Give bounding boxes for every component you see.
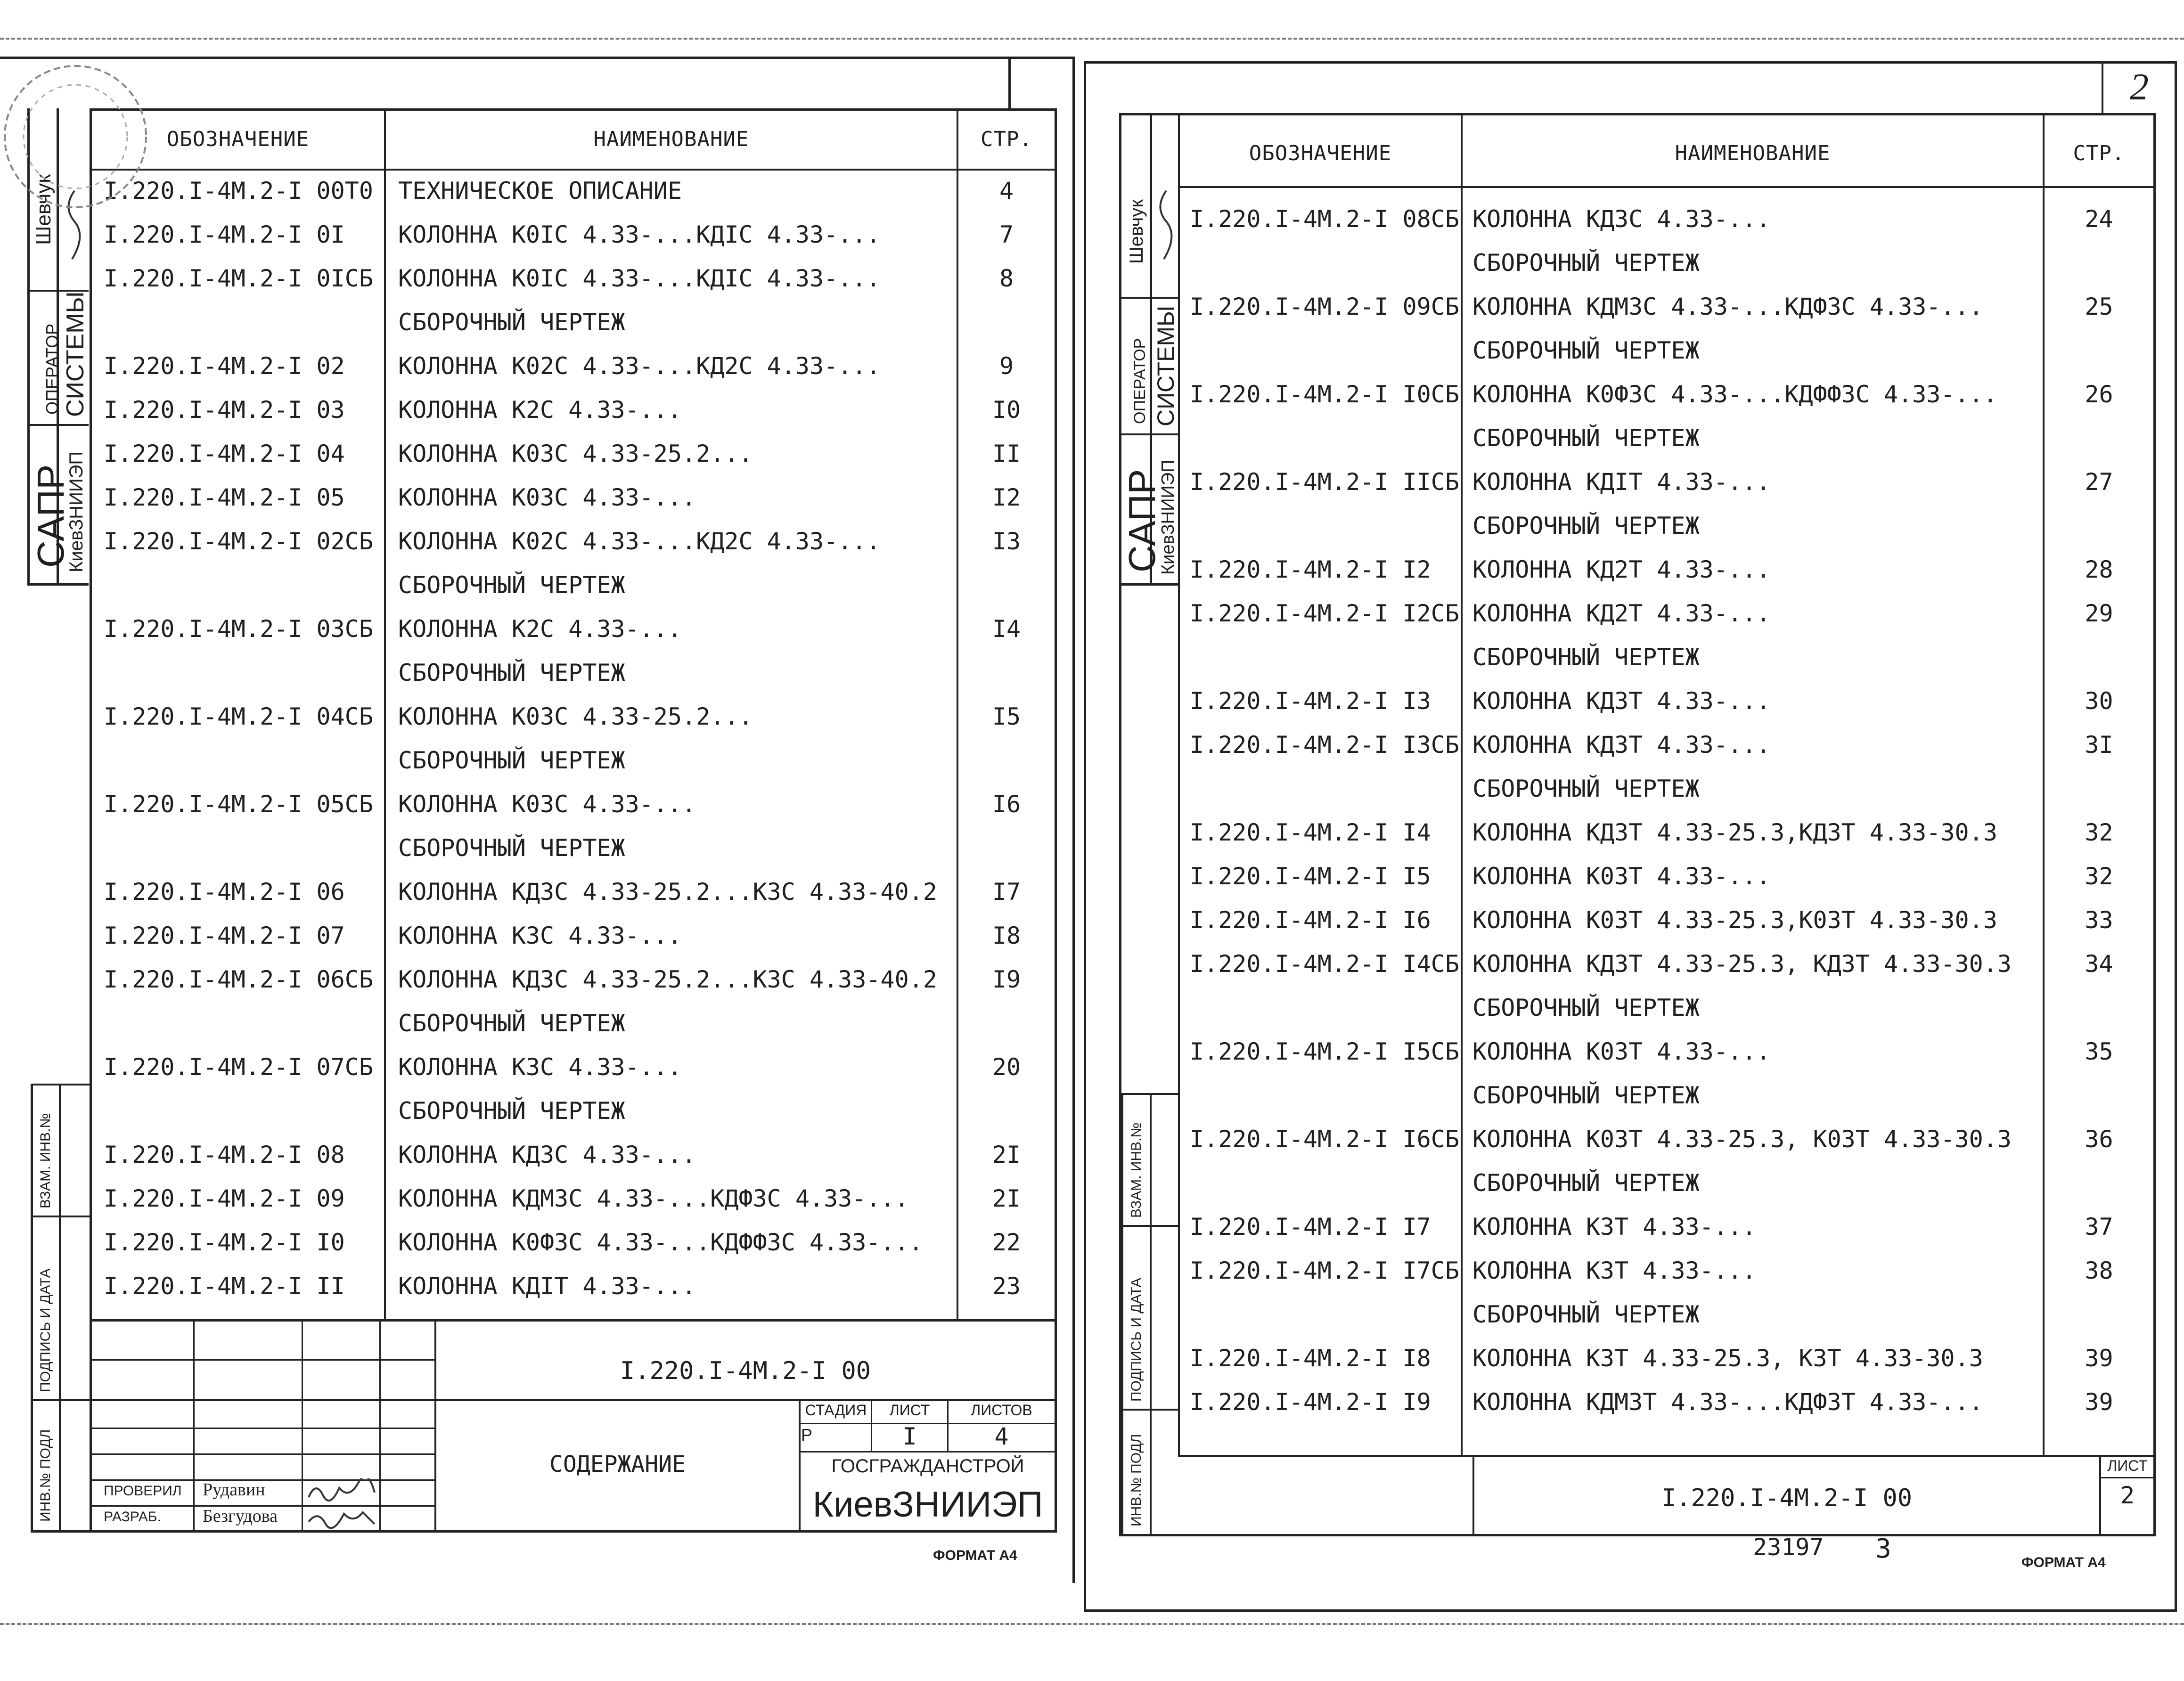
row-designation: I.220.I-4M.2-I 05СБ <box>104 791 373 818</box>
row-designation: I.220.I-4M.2-I I5СБ <box>1190 1038 1459 1065</box>
left-stamp-sheet-label: ЛИСТ <box>889 1402 930 1419</box>
row-page: 25 <box>2085 293 2113 320</box>
signature-shevchuk-right <box>1152 188 1178 264</box>
bottom-scan-edge <box>0 1623 2184 1625</box>
row-designation: I.220.I-4M.2-I I3 <box>1190 687 1431 715</box>
left-stamp-doc-code: I.220.I-4M.2-I 00 <box>620 1357 871 1385</box>
row-designation: I.220.I-4M.2-I II <box>104 1273 345 1300</box>
row-name: КОЛОННА КД3Т 4.33-... <box>1472 687 1771 715</box>
row-designation: I.220.I-4M.2-I I4 <box>1190 819 1431 846</box>
left-sidebar-operator: ОПЕРАТОР <box>42 323 62 415</box>
row-name: КОЛОННА К03С 4.33-... <box>398 484 696 511</box>
row-designation: I.220.I-4M.2-I IIСБ <box>1190 468 1459 496</box>
left-sidebar-person: Шевчук <box>32 174 55 245</box>
row-page: 30 <box>2085 687 2113 715</box>
right-sidebar-vzam: ВЗАМ. ИНВ.№ <box>1129 1122 1144 1218</box>
row-page: II <box>992 440 1021 467</box>
right-stamp-sheet-label: ЛИСТ <box>2107 1457 2148 1474</box>
right-sidebar-org: КиевЗНИИЭП <box>1158 459 1178 575</box>
row-name: КОЛОННА К0Ф3С 4.33-...КДФФ3С 4.33-... <box>1472 381 1997 408</box>
row-designation: I.220.I-4M.2-I 07СБ <box>104 1053 373 1081</box>
row-designation: I.220.I-4M.2-I I9 <box>1190 1388 1431 1416</box>
row-name: СБОРОЧНЫЙ ЧЕРТЕЖ <box>398 571 625 599</box>
row-designation: I.220.I-4M.2-I 03СБ <box>104 615 373 643</box>
row-name: КОЛОННА КД3Т 4.33-... <box>1472 731 1771 759</box>
row-designation: I.220.I-4M.2-I 04СБ <box>104 703 373 730</box>
row-page: 39 <box>2085 1388 2113 1416</box>
row-name: СБОРОЧНЫЙ ЧЕРТЕЖ <box>1472 994 1700 1021</box>
row-page: 7 <box>999 221 1014 248</box>
row-name: СБОРОЧНЫЙ ЧЕРТЕЖ <box>1472 644 1700 671</box>
row-name: КОЛОННА К03Т 4.33-... <box>1472 1038 1771 1065</box>
row-designation: I.220.I-4M.2-I I8 <box>1190 1345 1431 1372</box>
left-sidebar-org: КиевЗНИИЭП <box>66 451 87 572</box>
left-sidebar-systems: СИСТЕМЫ <box>62 291 89 417</box>
row-page: 27 <box>2085 468 2113 496</box>
row-page: I2 <box>992 484 1021 511</box>
row-page: 37 <box>2085 1213 2113 1240</box>
row-name: КОЛОННА К03Т 4.33-25.3, К03Т 4.33-30.3 <box>1472 1126 2012 1153</box>
left-stamp-sheets: 4 <box>994 1423 1009 1450</box>
row-page: 38 <box>2085 1257 2113 1284</box>
right-stamp-doc-code: I.220.I-4M.2-I 00 <box>1661 1484 1913 1512</box>
row-page: 22 <box>992 1229 1021 1256</box>
row-name: КОЛОННА КДМ3Т 4.33-...КДФ3Т 4.33-... <box>1472 1388 1983 1416</box>
left-stamp-stage: Р <box>801 1425 813 1444</box>
row-page: I3 <box>992 528 1021 555</box>
row-designation: I.220.I-4M.2-I 04 <box>104 440 345 467</box>
right-sidebar-operator: ОПЕРАТОР <box>1131 338 1149 424</box>
row-page: 39 <box>2085 1345 2113 1372</box>
row-name: КОЛОННА К03Т 4.33-25.3,К03Т 4.33-30.3 <box>1472 906 1997 934</box>
row-name: КОЛОННА К2С 4.33-... <box>398 396 682 424</box>
row-name: КОЛОННА КДIТ 4.33-... <box>1472 468 1771 496</box>
row-name: СБОРОЧНЫЙ ЧЕРТЕЖ <box>398 659 625 686</box>
row-name: КОЛОННА КД3С 4.33-... <box>1472 205 1771 233</box>
left-header-designation: ОБОЗНАЧЕНИЕ <box>166 127 310 151</box>
row-name: КОЛОННА К0IС 4.33-...КДIС 4.33-... <box>398 265 881 292</box>
row-page: I9 <box>992 966 1021 993</box>
row-designation: I.220.I-4M.2-I I6СБ <box>1190 1126 1459 1153</box>
row-page: 28 <box>2085 556 2113 583</box>
row-name: КОЛОННА КД3С 4.33-25.2...К3С 4.33-40.2 <box>398 878 937 906</box>
right-header-page: СТР. <box>2073 141 2125 165</box>
row-name: КОЛОННА К02С 4.33-...КД2С 4.33-... <box>398 352 881 380</box>
row-name: КОЛОННА КДМ3С 4.33-...КДФ3С 4.33-... <box>398 1185 909 1212</box>
left-header-name: НАИМЕНОВАНИЕ <box>593 127 749 151</box>
row-designation: I.220.I-4M.2-I I3СБ <box>1190 731 1459 759</box>
left-stamp-sheet: I <box>902 1423 917 1450</box>
row-name: КОЛОННА К03С 4.33-25.2... <box>398 440 753 467</box>
right-sidebar-inv-podl: ИНВ.№ ПОДЛ <box>1129 1434 1144 1526</box>
left-stamp-checked-label: ПРОВЕРИЛ <box>104 1483 182 1499</box>
row-designation: I.220.I-4M.2-I 02СБ <box>104 528 373 555</box>
row-designation: I.220.I-4M.2-I I7 <box>1190 1213 1431 1240</box>
row-name: КОЛОННА К3Т 4.33-... <box>1472 1213 1757 1240</box>
row-name: СБОРОЧНЫЙ ЧЕРТЕЖ <box>398 1097 625 1125</box>
row-name: КОЛОННА К03С 4.33-... <box>398 791 696 818</box>
row-designation: I.220.I-4M.2-I 08 <box>104 1141 345 1168</box>
left-header-page: СТР. <box>981 127 1032 151</box>
row-designation: I.220.I-4M.2-I 0IСБ <box>104 265 373 292</box>
row-name: КОЛОННА К02С 4.33-...КД2С 4.33-... <box>398 528 881 555</box>
row-page: 29 <box>2085 600 2113 627</box>
row-name: КОЛОННА КДIТ 4.33-... <box>398 1273 696 1300</box>
row-name: КОЛОННА КД3С 4.33-25.2...К3С 4.33-40.2 <box>398 966 937 993</box>
row-designation: I.220.I-4M.2-I 08СБ <box>1190 205 1459 233</box>
right-sidebar-person: Шевчук <box>1126 199 1147 264</box>
row-designation: I.220.I-4M.2-I 02 <box>104 352 345 380</box>
row-name: СБОРОЧНЫЙ ЧЕРТЕЖ <box>1472 1082 1700 1109</box>
row-page: 35 <box>2085 1038 2113 1065</box>
top-scan-edge <box>0 38 2184 40</box>
left-stamp-org-line1: ГОСГРАЖДАНСТРОЙ <box>831 1456 1024 1477</box>
row-name: КОЛОННА К3Т 4.33-25.3, К3Т 4.33-30.3 <box>1472 1345 1983 1372</box>
left-sidebar-inv-podl: ИНВ.№ ПОДЛ <box>38 1429 53 1522</box>
row-page: 2I <box>992 1141 1021 1168</box>
right-header-name: НАИМЕНОВАНИЕ <box>1675 141 1831 165</box>
left-stamp-sheets-label: ЛИСТОВ <box>971 1402 1032 1419</box>
row-name: СБОРОЧНЫЙ ЧЕРТЕЖ <box>1472 424 1700 452</box>
row-designation: I.220.I-4M.2-I I7СБ <box>1190 1257 1459 1284</box>
row-name: КОЛОННА К03Т 4.33-... <box>1472 863 1771 890</box>
row-designation: I.220.I-4M.2-I I2СБ <box>1190 600 1459 627</box>
row-designation: I.220.I-4M.2-I I6 <box>1190 906 1431 934</box>
row-name: ТЕХНИЧЕСКОЕ ОПИСАНИЕ <box>398 177 682 204</box>
row-page: I5 <box>992 703 1021 730</box>
right-sidebar-systems: СИСТЕМЫ <box>1153 305 1179 426</box>
row-page: I4 <box>992 615 1021 643</box>
row-designation: I.220.I-4M.2-I I4СБ <box>1190 950 1459 978</box>
row-designation: I.220.I-4M.2-I I5 <box>1190 863 1431 890</box>
right-header-designation: ОБОЗНАЧЕНИЕ <box>1249 141 1392 165</box>
row-page: 2I <box>992 1185 1021 1212</box>
row-name: СБОРОЧНЫЙ ЧЕРТЕЖ <box>398 834 625 862</box>
row-name: СБОРОЧНЫЙ ЧЕРТЕЖ <box>1472 337 1700 364</box>
row-designation: I.220.I-4M.2-I 09СБ <box>1190 293 1459 320</box>
left-sidebar-vzam: ВЗАМ. ИНВ.№ <box>38 1113 53 1208</box>
row-page: I8 <box>992 922 1021 949</box>
signature-checked <box>306 1478 377 1502</box>
row-page: 26 <box>2085 381 2113 408</box>
row-page: I6 <box>992 791 1021 818</box>
left-stamp-org-line2: КиевЗНИИЭП <box>812 1485 1043 1525</box>
row-designation: I.220.I-4M.2-I I0 <box>104 1229 345 1256</box>
archive-seal <box>0 52 155 231</box>
row-name: КОЛОННА КД2Т 4.33-... <box>1472 600 1771 627</box>
row-name: СБОРОЧНЫЙ ЧЕРТЕЖ <box>1472 1301 1700 1328</box>
row-name: КОЛОННА К0Ф3С 4.33-...КДФФ3С 4.33-... <box>398 1229 923 1256</box>
right-sidebar-podpis: ПОДПИСЬ И ДАТА <box>1129 1278 1144 1402</box>
row-designation: I.220.I-4M.2-I I2 <box>1190 556 1431 583</box>
row-page: 20 <box>992 1053 1021 1081</box>
row-name: КОЛОННА К0IС 4.33-...КДIС 4.33-... <box>398 221 881 248</box>
row-designation: I.220.I-4M.2-I 09 <box>104 1185 345 1212</box>
row-name: СБОРОЧНЫЙ ЧЕРТЕЖ <box>398 1010 625 1037</box>
row-name: КОЛОННА КД3С 4.33-... <box>398 1141 696 1168</box>
row-name: СБОРОЧНЫЙ ЧЕРТЕЖ <box>398 747 625 774</box>
left-sidebar-sapr: САПР <box>30 464 72 568</box>
left-format-label: ФОРМАТ А4 <box>933 1548 1017 1563</box>
row-name: СБОРОЧНЫЙ ЧЕРТЕЖ <box>398 309 625 336</box>
right-sheet-corner-number: 2 <box>2130 66 2149 108</box>
row-name: СБОРОЧНЫЙ ЧЕРТЕЖ <box>1472 1169 1700 1197</box>
right-stamp-sheet: 2 <box>2120 1482 2135 1509</box>
row-designation: I.220.I-4M.2-I 06 <box>104 878 345 906</box>
row-page: I7 <box>992 878 1021 906</box>
right-sidebar-sapr: САПР <box>1121 469 1163 572</box>
row-name: КОЛОННА К03С 4.33-25.2... <box>398 703 753 730</box>
signature-developed <box>306 1505 377 1529</box>
row-name: СБОРОЧНЫЙ ЧЕРТЕЖ <box>1472 775 1700 802</box>
row-designation: I.220.I-4M.2-I 00T0 <box>104 177 373 204</box>
row-page: 3I <box>2085 731 2113 759</box>
row-name: СБОРОЧНЫЙ ЧЕРТЕЖ <box>1472 512 1700 539</box>
row-page: 4 <box>999 177 1014 204</box>
left-stamp-title: СОДЕРЖАНИЕ <box>549 1451 686 1477</box>
left-stamp-developed-label: РАЗРАБ. <box>104 1509 161 1525</box>
row-page: I0 <box>992 396 1021 424</box>
row-name: КОЛОННА К3С 4.33-... <box>398 922 682 949</box>
row-page: 32 <box>2085 863 2113 890</box>
right-archive-page: 3 <box>1875 1534 1891 1564</box>
right-archive-number: 23197 <box>1753 1534 1824 1561</box>
row-page: 33 <box>2085 906 2113 934</box>
row-name: КОЛОННА К2С 4.33-... <box>398 615 682 643</box>
row-designation: I.220.I-4M.2-I 06СБ <box>104 966 373 993</box>
row-name: КОЛОННА КД3Т 4.33-25.3,КД3Т 4.33-30.3 <box>1472 819 1997 846</box>
row-page: 36 <box>2085 1126 2113 1153</box>
row-page: 8 <box>999 265 1014 292</box>
left-sidebar-podpis: ПОДПИСЬ И ДАТА <box>38 1268 53 1392</box>
row-designation: I.220.I-4M.2-I 03 <box>104 396 345 424</box>
row-name: КОЛОННА К3С 4.33-... <box>398 1053 682 1081</box>
left-stamp-developed-name: Безгудова <box>203 1506 278 1526</box>
row-page: 34 <box>2085 950 2113 978</box>
row-designation: I.220.I-4M.2-I 0I <box>104 221 345 248</box>
row-page: 24 <box>2085 205 2113 233</box>
right-format-label: ФОРМАТ А4 <box>2021 1555 2106 1570</box>
row-name: КОЛОННА К3Т 4.33-... <box>1472 1257 1757 1284</box>
row-designation: I.220.I-4M.2-I 07 <box>104 922 345 949</box>
row-page: 9 <box>999 352 1014 380</box>
left-stamp-checked-name: Рудавин <box>203 1480 265 1500</box>
row-designation: I.220.I-4M.2-I I0СБ <box>1190 381 1459 408</box>
row-designation: I.220.I-4M.2-I 05 <box>104 484 345 511</box>
row-page: 32 <box>2085 819 2113 846</box>
row-page: 23 <box>992 1273 1021 1300</box>
row-name: КОЛОННА КДМ3С 4.33-...КДФ3С 4.33-... <box>1472 293 1983 320</box>
left-stamp-stage-label: СТАДИЯ <box>805 1402 867 1419</box>
row-name: СБОРОЧНЫЙ ЧЕРТЕЖ <box>1472 249 1700 277</box>
row-name: КОЛОННА КД2Т 4.33-... <box>1472 556 1771 583</box>
row-name: КОЛОННА КД3Т 4.33-25.3, КД3Т 4.33-30.3 <box>1472 950 2012 978</box>
